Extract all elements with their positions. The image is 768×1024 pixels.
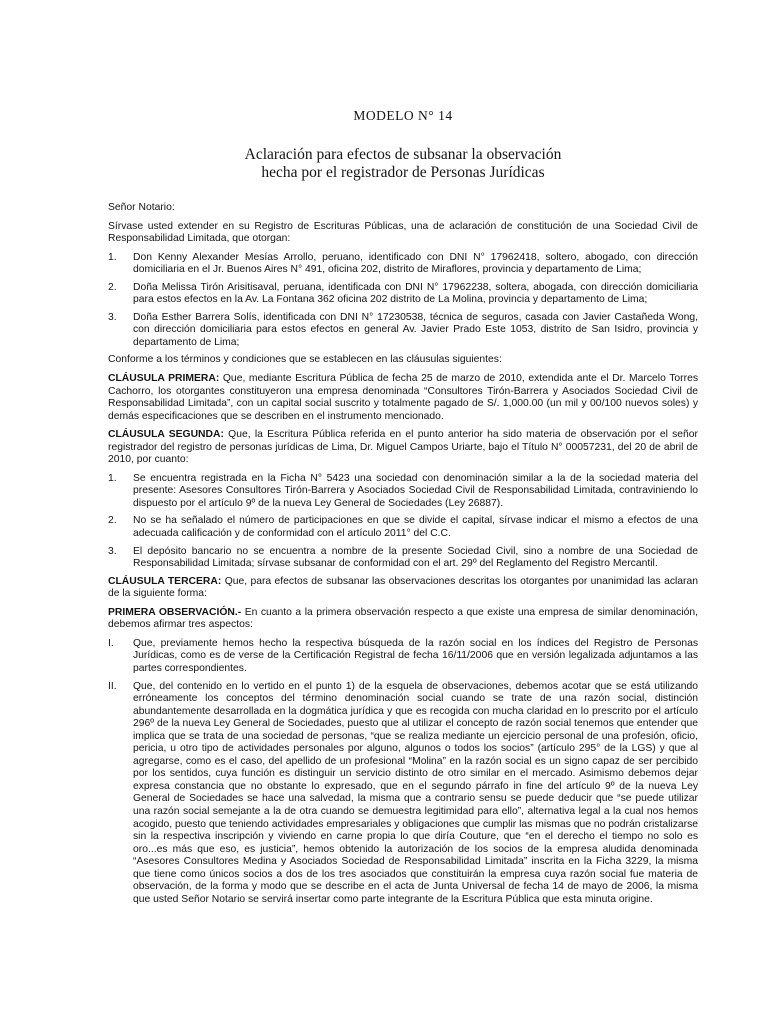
- list-item: [108, 681, 698, 907]
- salutation: Señor Notario:: [108, 202, 175, 213]
- item-text: El depósito bancario no se encuentra a nombre de la presente Sociedad Civil, sino a nombre de una Sociedad de Responsabilidad Limitada; sírvase subsanar de conformidad con el art. 29º del Reglamento del Registro Mercantil.: [133, 545, 698, 570]
- list-item: [108, 473, 698, 511]
- clause-text: En cuanto a la primera observación respecto a que existe una empresa de similar denominación, debemos afirmar tres aspectos:: [108, 606, 699, 631]
- item-number: I.: [108, 637, 114, 649]
- item-number: 3.: [108, 545, 117, 557]
- item-text: Doña Melissa Tirón Arisitisaval, peruana, identificada con DNI N° 17962238, soltera, abogada, con dirección domiciliaria para estos efectos en la Av. La Fontana 362 oficina 202 distrito de La Molina, provincia y departamento de Lima;: [133, 281, 698, 306]
- title-line-2: hecha por el registrador de Personas Jurídicas: [261, 164, 545, 181]
- list-item: [108, 252, 698, 277]
- conforme-paragraph: Conforme a los términos y condiciones que se establecen en las cláusulas siguientes:: [108, 354, 502, 366]
- clausula-primera: [108, 373, 698, 423]
- document-body: [108, 202, 698, 906]
- list-item: [108, 282, 698, 307]
- item-text: Don Kenny Alexander Mesías Arrollo, peruano, identificado con DNI N° 17962418, soltero, abogado, con dirección domiciliaria en el Jr. Buenos Aires N° 491, oficina 202, distrito de Miraflores, provincia y departamento de Lima;: [133, 251, 698, 276]
- item-text: No se ha señalado el número de participaciones en que se divide el capital, sírvase indicar el mismo a efectos de una adecuada calificación y de conformidad con el artículo 2011° del C.C.: [133, 515, 698, 540]
- document-title: [108, 146, 698, 182]
- model-number: MODELO N° 14: [353, 108, 453, 123]
- clause-label: CLÁUSULA PRIMERA:: [108, 373, 220, 385]
- clause-label: CLÁUSULA SEGUNDA:: [108, 429, 224, 441]
- observations-list: [108, 473, 698, 571]
- clause-text: Que, para efectos de subsanar las observaciones descritas los otorgantes por unanimidad las aclaran de la siguiente forma:: [108, 575, 698, 600]
- clause-label: PRIMERA OBSERVACIÓN.-: [108, 606, 242, 618]
- item-text: Doña Esther Barrera Solís, identificada con DNI N° 17230538, técnica de seguros, casada con Javier Castañeda Wong, con dirección domiciliaria para estos efectos en general Av. Javier Prado Este 1053, distrito de San Isidro, provincia y departamento de Lima;: [133, 311, 698, 348]
- list-item: [108, 515, 698, 540]
- list-item: [108, 312, 698, 350]
- clause-text: Que, la Escritura Pública referida en el punto anterior ha sido materia de observación por el señor registrador del registro de personas jurídicas de Lima, Dr. Miguel Campos Uriarte, bajo el Título N° 00057231, del 20 de abril de 2010, por cuanto:: [108, 429, 699, 466]
- item-number: 2.: [108, 515, 117, 527]
- item-number: 3.: [108, 311, 117, 323]
- item-number: 2.: [108, 281, 117, 293]
- item-text: Que, previamente hemos hecho la respectiva búsqueda de la razón social en los índices del Registro de Personas Jurídicas, como es de verse de la Certificación Registral de fecha 16/11/2006 que en versión legalizada adjuntamos a las partes correspondientes.: [133, 637, 698, 674]
- grantors-list: [108, 252, 698, 350]
- list-item: [108, 546, 698, 571]
- clausula-tercera: [108, 576, 698, 601]
- primera-observacion: [108, 607, 698, 632]
- item-number: II.: [108, 680, 117, 692]
- clausula-segunda: [108, 429, 698, 467]
- intro-paragraph: Sírvase usted extender en su Registro de Escrituras Públicas, una de aclaración de constitución de una Sociedad Civil de Responsabilidad Limitada, que otorgan:: [108, 220, 698, 245]
- item-text: Que, del contenido en lo vertido en el punto 1) de la esquela de observaciones, debemos acotar que se está utilizando erróneamente los conceptos del término denominación social cuando se trate de una razón social, distinción abundantemente desarrollada en la dogmática jurídica y que es recogida con mucha claridad en lo prescrito por el artículo 296º de la nueva Ley General de Sociedades, puesto que al utilizar el concepto de razón social tenemos que entender que implica que se trata de una sociedad de personas, “que se realiza mediante un ejercicio personal de una profesión, oficio, pericia, u otro tipo de actividades personales por alguno, algunos o todos los socios” (artículo 295° de la LGS) y que al agregarse, como es el caso, del apellido de un profesional “Molina” en la razón social es un signo capaz de ser percibido por los sentidos, cuya función es distinguir un servicio distinto de otro similar en el mercado. Asimismo debemos dejar expresa constancia que no obstante lo expresado, que en el segundo párrafo in fine del artículo 9º de la nueva Ley General de Sociedades se hace una salvedad, la misma que a contrario sensu se puede deducir que “se puede utilizar una razón social semejante a la de otra cuando se demuestra legitimidad para ello”, alternativa legal a la cual nos hemos acogido, puesto que teniendo actividades empresariales y obligaciones que cumplir las mismas que no podrán cristalizarse sin la respectiva inscripción y viviendo en carne propia lo que diría Couture, que “en el derecho el tiempo no solo es oro...es más que eso, es justicia”, hemos obtenido la autorización de los socios de la empresa aludida denominada “Asesores Consultores Medina y Asociados Sociedad de Responsabilidad Limitada” inscrita en la Ficha 3229, la misma que tiene como únicos socios a dos de los tres asociados que constituirán la empresa cuya razón social fue materia de observación, de la forma y modo que se describe en el acta de Junta Universal de fecha 14 de mayo de 2006, la misma que usted Señor Notario se servirá insertar como parte integrante de la Escritura Pública que esta minuta origine.: [133, 680, 698, 905]
- item-number: 1.: [108, 472, 117, 484]
- clause-text: Que, mediante Escritura Pública de fecha 25 de marzo de 2010, extendida ante el Dr. Marcelo Torres Cachorro, los otorgantes constituyeron una empresa denominada “Consultores Tirón-Barrera y Asociados Sociedad Civil de Responsabilidad Limitada”, con un capital social suscrito y totalmente pagado de S/. 1,000.00 (un mil y 00/100 nuevos soles) y demás especificaciones que se describen en el instrumento mencionado.: [108, 373, 698, 422]
- list-item: [108, 638, 698, 676]
- item-number: 1.: [108, 251, 117, 263]
- aspects-list: [108, 638, 698, 906]
- clause-label: CLÁUSULA TERCERA:: [108, 575, 222, 587]
- title-line-1: Aclaración para efectos de subsanar la observación: [244, 146, 562, 163]
- item-text: Se encuentra registrada en la Ficha N° 5423 una sociedad con denominación similar a la de la sociedad materia del presente: Asesores Consultores Tirón-Barrera y Asociados Sociedad Civil de Responsabilidad Limitada, contraviniendo lo dispuesto por el artículo 9º de la nueva Ley General de Sociedades (Ley 26887).: [133, 472, 698, 509]
